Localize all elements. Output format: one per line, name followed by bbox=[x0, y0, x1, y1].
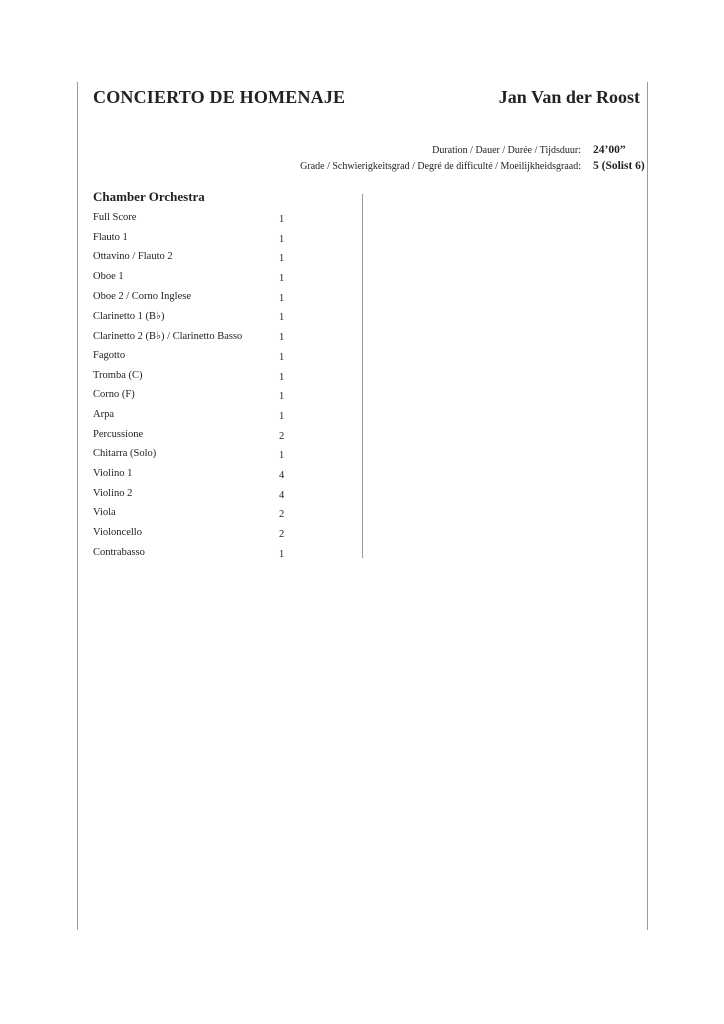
part-count: 1 bbox=[279, 371, 285, 383]
work-metadata bbox=[300, 144, 645, 176]
part-name: Clarinetto 2 (B♭) / Clarinetto Basso bbox=[93, 331, 243, 343]
duration-label: Duration / Dauer / Durée / Tijdsduur: bbox=[432, 145, 581, 156]
list-item bbox=[93, 466, 293, 486]
part-name: Clarinetto 1 (B♭) bbox=[93, 311, 165, 323]
list-item bbox=[93, 348, 293, 368]
grade-row bbox=[300, 160, 645, 176]
part-count: 1 bbox=[279, 214, 285, 225]
list-item bbox=[93, 545, 293, 565]
part-count: 1 bbox=[279, 450, 285, 462]
list-item bbox=[93, 525, 293, 545]
composer-name: Jan Van der Roost bbox=[498, 87, 640, 107]
part-count: 1 bbox=[279, 233, 285, 245]
part-count: 1 bbox=[279, 351, 285, 363]
part-name: Oboe 1 bbox=[93, 271, 124, 283]
part-name: Chitarra (Solo) bbox=[93, 448, 157, 460]
section-title: Chamber Orchestra bbox=[93, 189, 205, 204]
part-name: Fagotto bbox=[93, 349, 126, 361]
list-item bbox=[93, 308, 293, 328]
list-item bbox=[93, 427, 293, 447]
left-margin-rule bbox=[77, 82, 78, 930]
list-item bbox=[93, 230, 293, 250]
list-item bbox=[93, 486, 293, 506]
grade-label: Grade / Schwierigkeitsgrad / Degré de difficulté / Moeilijkheidsgraad: bbox=[300, 161, 581, 172]
part-count: 2 bbox=[279, 509, 285, 521]
list-item bbox=[93, 446, 293, 466]
part-name: Tromba (C) bbox=[93, 369, 143, 381]
part-name: Full Score bbox=[93, 212, 137, 223]
part-name: Corno (F) bbox=[93, 389, 135, 401]
part-name: Arpa bbox=[93, 408, 114, 420]
part-name: Viola bbox=[93, 507, 116, 519]
part-name: Oboe 2 / Corno Inglese bbox=[93, 290, 191, 302]
part-count: 1 bbox=[279, 253, 285, 265]
part-count: 1 bbox=[279, 292, 285, 304]
list-item bbox=[93, 328, 293, 348]
part-name: Violino 2 bbox=[93, 487, 133, 499]
list-item bbox=[93, 368, 293, 388]
duration-row bbox=[300, 144, 640, 160]
part-name: Violoncello bbox=[93, 527, 142, 538]
part-count: 1 bbox=[279, 312, 285, 324]
parts-list bbox=[93, 210, 293, 564]
part-name: Ottavino / Flauto 2 bbox=[93, 251, 173, 263]
part-count: 4 bbox=[279, 469, 285, 481]
part-name: Flauto 1 bbox=[93, 231, 128, 243]
list-item bbox=[93, 249, 293, 269]
part-name: Percussione bbox=[93, 428, 144, 440]
list-item bbox=[93, 289, 293, 309]
grade-value: 5 (Solist 6) bbox=[593, 160, 645, 172]
duration-value: 24’00” bbox=[593, 144, 626, 156]
part-count: 2 bbox=[279, 430, 285, 442]
list-item bbox=[93, 387, 293, 407]
part-count: 1 bbox=[279, 391, 285, 403]
part-count: 1 bbox=[279, 410, 285, 422]
part-name: Violino 1 bbox=[93, 467, 133, 479]
part-count: 4 bbox=[279, 489, 285, 501]
column-divider-rule bbox=[362, 194, 363, 558]
page-title: CONCIERTO DE HOMENAJE bbox=[93, 87, 346, 107]
list-item bbox=[93, 269, 293, 289]
list-item bbox=[93, 505, 293, 525]
part-count: 2 bbox=[279, 529, 285, 540]
list-item bbox=[93, 210, 293, 230]
part-count: 1 bbox=[279, 273, 285, 285]
part-name: Contrabasso bbox=[93, 546, 145, 558]
list-item bbox=[93, 407, 293, 427]
part-count: 1 bbox=[279, 332, 285, 344]
part-count: 1 bbox=[279, 548, 285, 560]
right-margin-rule bbox=[647, 82, 648, 930]
